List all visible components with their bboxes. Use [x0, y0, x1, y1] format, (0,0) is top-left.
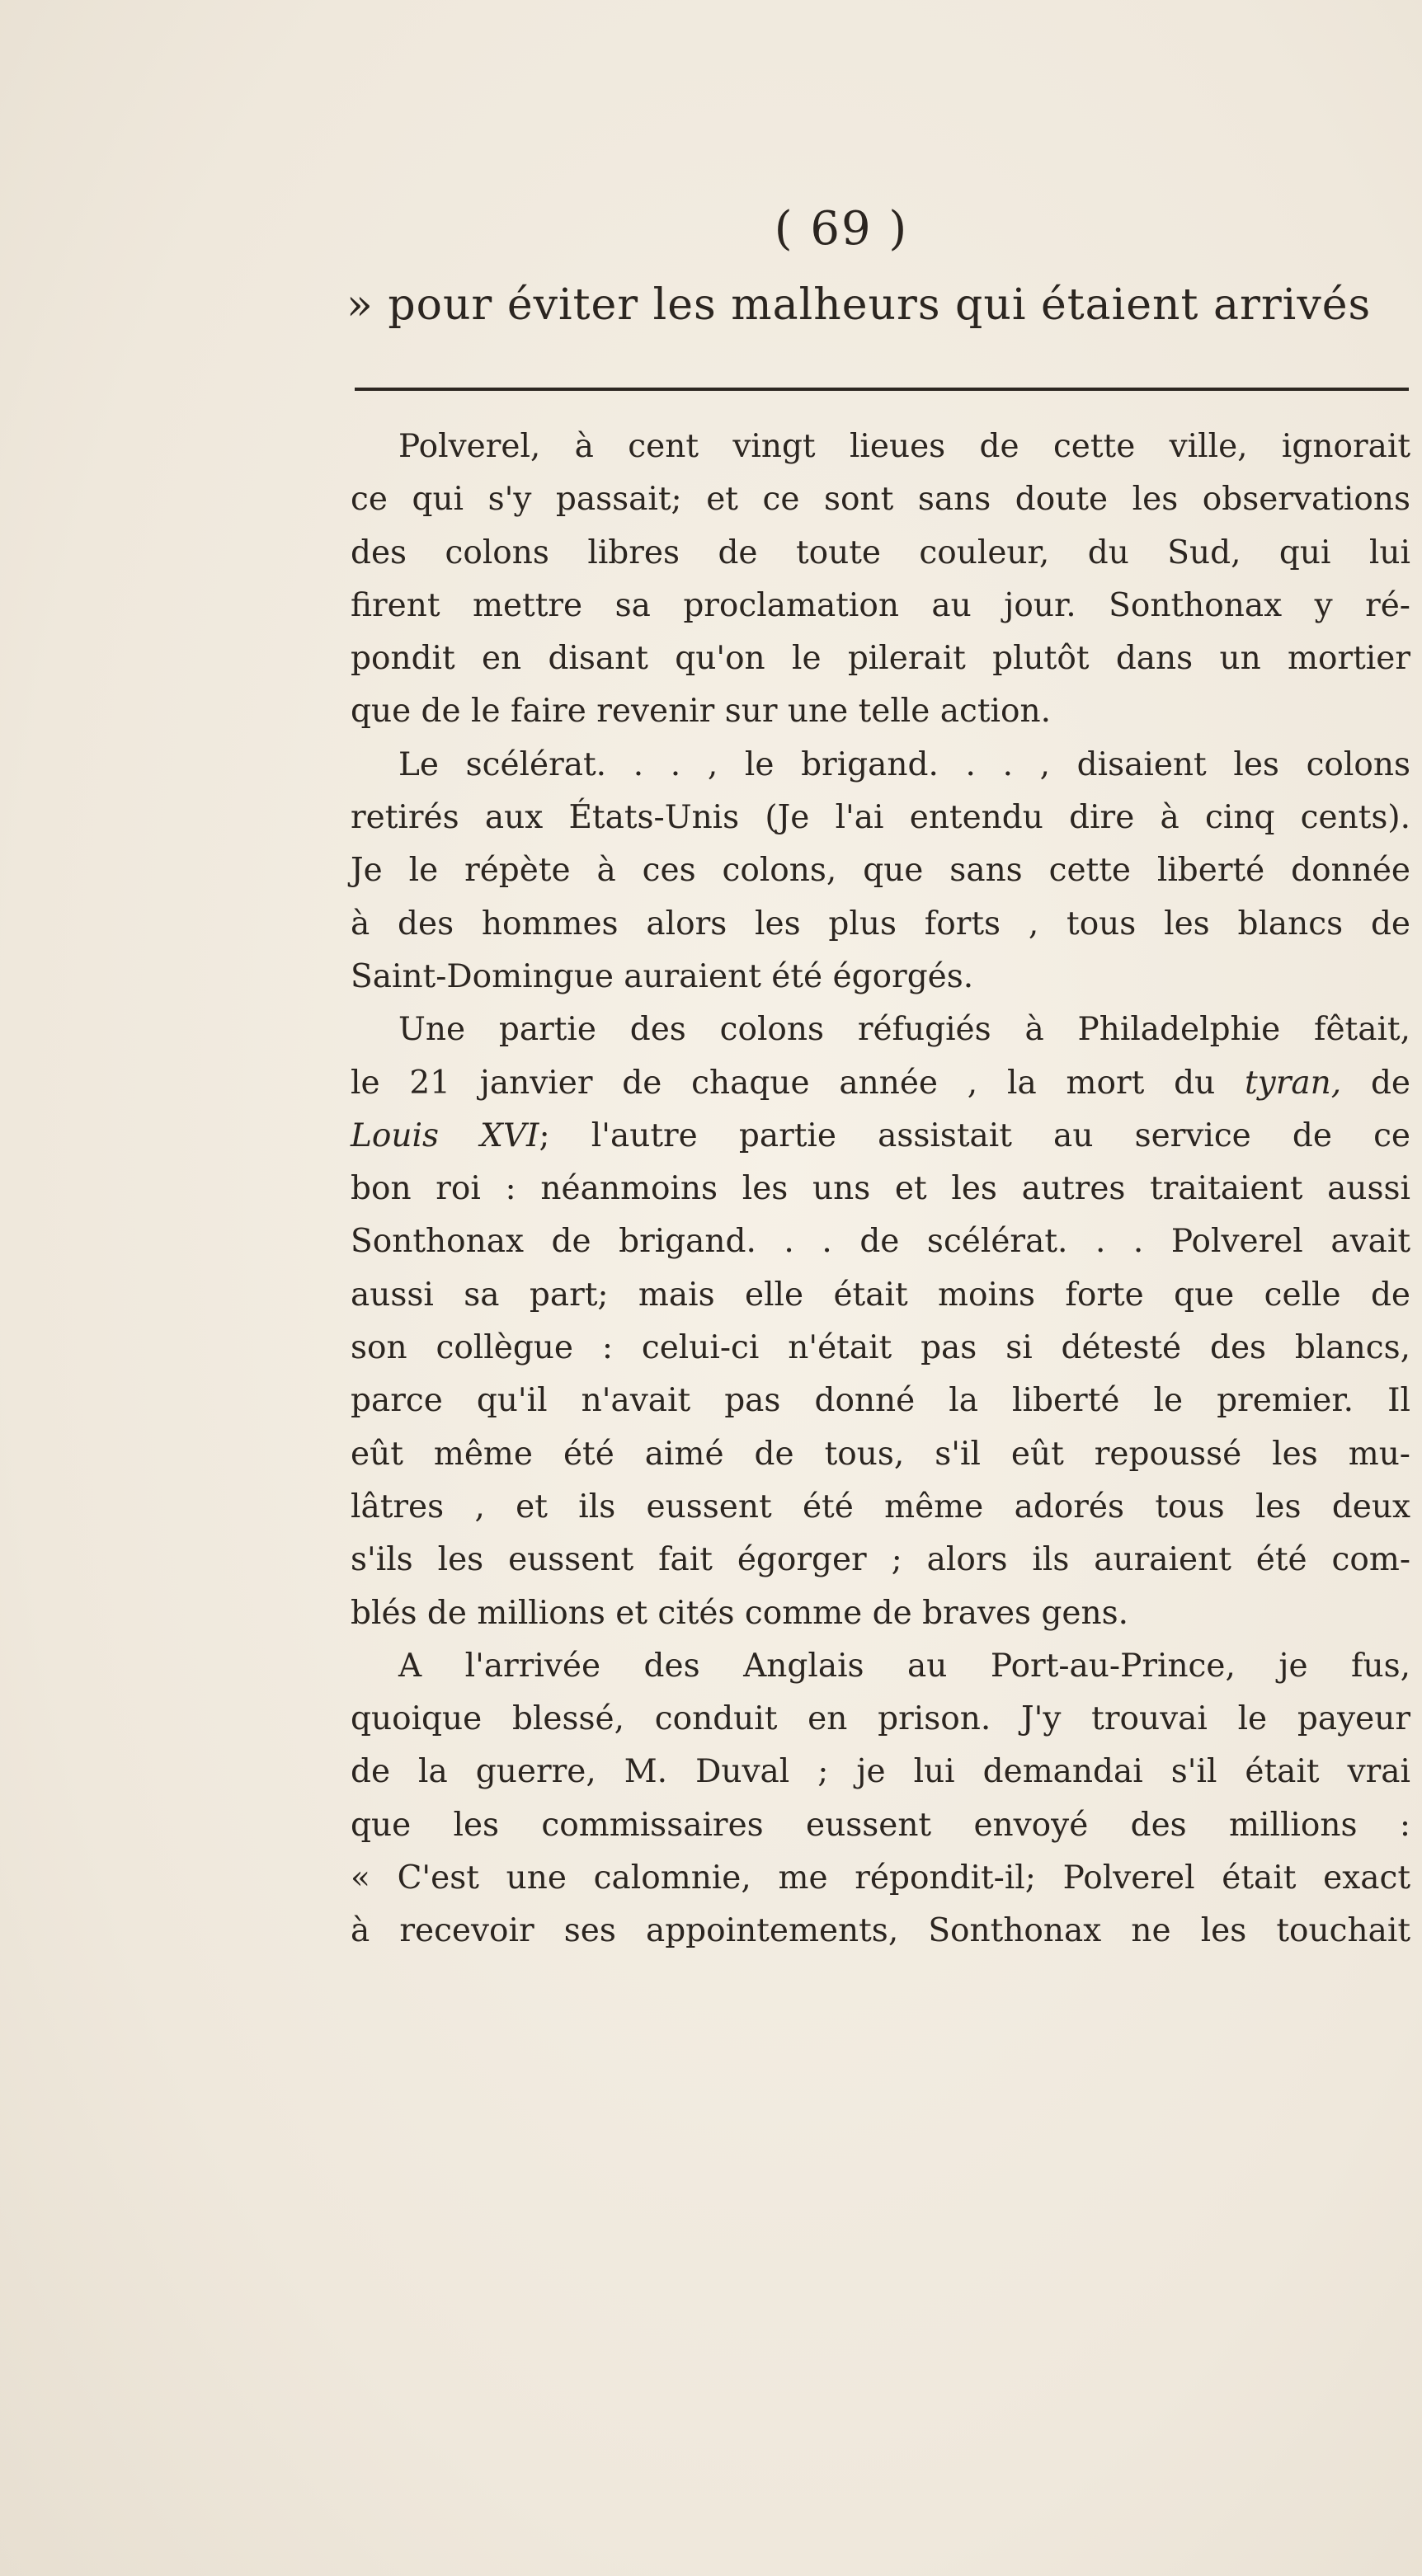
text-span: le 21 janvier de chaque année , la mort du: [351, 1064, 1216, 1102]
text-line-with-italic: [351, 1057, 1410, 1110]
text-line: eût même été aimé de tous, s'il eût repoussé les mu-: [351, 1435, 1410, 1473]
text-line: quoique blessé, conduit en prison. J'y trouvai le payeur: [351, 1700, 1410, 1738]
text-line: pondit en disant qu'on le pilerait plutôt dans un mortier: [351, 640, 1410, 678]
text-line: Le scélérat. . . , le brigand. . . , disaient les colons: [398, 745, 1410, 783]
text-line: que de le faire revenir sur une telle action.: [351, 693, 1051, 731]
text-line: retirés aux États-Unis (Je l'ai entendu dire à cinq cents).: [351, 799, 1410, 837]
text-line: Une partie des colons réfugiés à Philadelphie fêtait,: [398, 1011, 1410, 1049]
text-line: Polverel, à cent vingt lieues de cette ville, ignorait: [398, 428, 1410, 465]
text-line: firent mettre sa proclamation au jour. Sonthonax y ré-: [351, 586, 1410, 624]
text-line-with-italic: [351, 1110, 1410, 1163]
text-line: bon roi : néanmoins les uns et les autres traitaient aussi: [351, 1170, 1410, 1208]
carried-over-line: » pour éviter les malheurs qui étaient arrivés: [346, 280, 1372, 330]
horizontal-rule: [355, 388, 1409, 391]
text-line: blés de millions et cités comme de braves gens.: [351, 1594, 1129, 1632]
text-line: à recevoir ses appointements, Sonthonax ne les touchait: [351, 1912, 1410, 1950]
text-line: aussi sa part; mais elle était moins forte que celle de: [351, 1276, 1410, 1314]
text-line: de la guerre, M. Duval ; je lui demandai s'il était vrai: [351, 1753, 1410, 1791]
text-line: A l'arrivée des Anglais au Port-au-Prince, je fus,: [398, 1647, 1410, 1685]
page-number: ( 69 ): [774, 202, 909, 256]
text-line: « C'est une calomnie, me répondit-il; Polverel était exact: [351, 1859, 1410, 1897]
text-line: parce qu'il n'avait pas donné la liberté le premier. Il: [351, 1382, 1410, 1420]
text-line: ce qui s'y passait; et ce sont sans doute les observations: [351, 481, 1410, 519]
italic-word: tyran,: [1245, 1064, 1342, 1102]
text-line: Je le répète à ces colons, que sans cette liberté donnée: [351, 852, 1410, 890]
text-line: son collègue : celui-ci n'était pas si détesté des blancs,: [351, 1329, 1410, 1367]
text-line: Sonthonax de brigand. . . de scélérat. . . Polverel avait: [351, 1223, 1410, 1261]
text-line: Saint-Domingue auraient été égorgés.: [351, 957, 974, 995]
text-line: à des hommes alors les plus forts , tous les blancs de: [351, 905, 1410, 942]
text-line: des colons libres de toute couleur, du Sud, qui lui: [351, 534, 1410, 571]
text-line: s'ils les eussent fait égorger ; alors ils auraient été com-: [351, 1541, 1410, 1579]
body-text: [351, 421, 1410, 1958]
text-line: lâtres , et ils eussent été même adorés tous les deux: [351, 1488, 1410, 1525]
text-span: ; l'autre partie assistait au service de ce: [539, 1116, 1410, 1154]
italic-word: Louis XVI: [351, 1116, 539, 1154]
text-line: que les commissaires eussent envoyé des millions :: [351, 1806, 1410, 1844]
text-span: de: [1370, 1064, 1410, 1102]
